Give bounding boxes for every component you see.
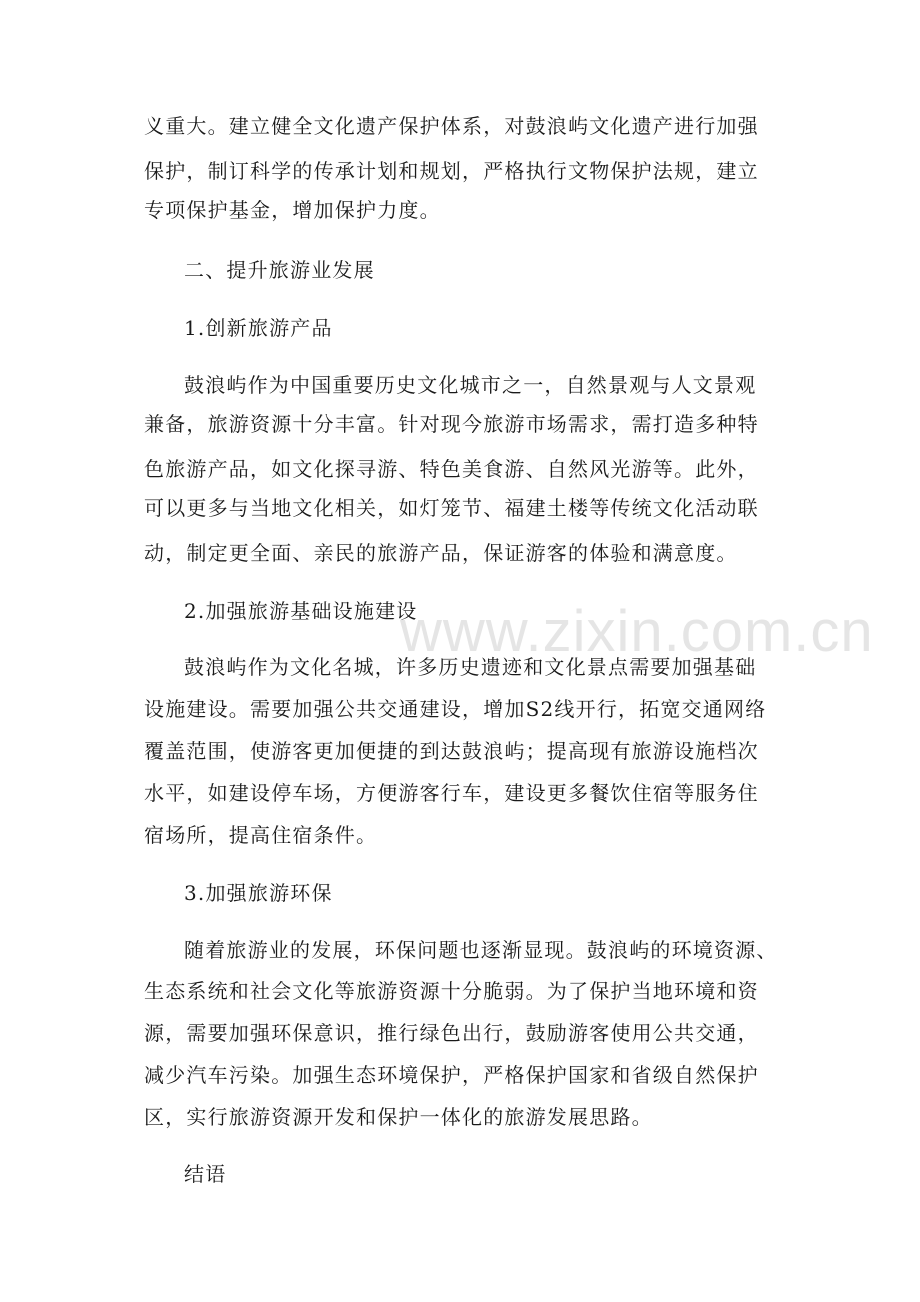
- body-text-line: 减少汽车污染。加强生态环境保护，严格保护国家和省级自然保护: [144, 1063, 759, 1087]
- body-text-line: 生态系统和社会文化等旅游资源十分脆弱。为了保护当地环境和资: [144, 979, 759, 1003]
- body-text-line: 鼓浪屿作为中国重要历史文化城市之一，自然景观与人文景观: [184, 373, 757, 397]
- body-text-line: 兼备，旅游资源十分丰富。针对现今旅游市场需求，需打造多种特: [144, 412, 759, 436]
- body-text-line: 水平，如建设停车场，方便游客行车，建设更多餐饮住宿等服务住: [144, 781, 759, 805]
- body-text-line: 可以更多与当地文化相关，如灯笼节、福建土楼等传统文化活动联: [144, 496, 759, 520]
- body-text-line: 义重大。建立健全文化遗产保护体系，对鼓浪屿文化遗产进行加强: [144, 114, 759, 138]
- watermark: www.zixin.com.cn: [400, 599, 874, 664]
- body-text-line: 鼓浪屿作为文化名城，许多历史遗迹和文化景点需要加强基础: [184, 655, 757, 679]
- body-text-line: 区，实行旅游资源开发和保护一体化的旅游发展思路。: [144, 1105, 653, 1129]
- body-text-line: 动，制定更全面、亲民的旅游产品，保证游客的体验和满意度。: [144, 541, 738, 565]
- section-heading: 二、提升旅游业发展: [184, 258, 375, 282]
- body-text-line: 设施建设。需要加强公共交通建设，增加S2线开行，拓宽交通网络: [144, 697, 767, 721]
- body-text-line: 宿场所，提高住宿条件。: [144, 823, 378, 847]
- body-text-line: 色旅游产品，如文化探寻游、特色美食游、自然风光游等。此外，: [144, 457, 759, 481]
- body-text-line: 保护，制订科学的传承计划和规划，严格执行文物保护法规，建立: [144, 159, 759, 183]
- body-text-line: 专项保护基金，增加保护力度。: [144, 198, 441, 222]
- body-text-line: 覆盖范围，使游客更加便捷的到达鼓浪屿；提高现有旅游设施档次: [144, 739, 759, 763]
- subsection-heading: 1.创新旅游产品: [184, 316, 333, 340]
- conclusion-heading: 结语: [184, 1162, 227, 1186]
- subsection-heading: 2.加强旅游基础设施建设: [184, 599, 418, 623]
- body-text-line: 随着旅游业的发展，环保问题也逐渐显现。鼓浪屿的环境资源、: [184, 938, 778, 962]
- subsection-heading: 3.加强旅游环保: [184, 881, 333, 905]
- body-text-line: 源，需要加强环保意识，推行绿色出行，鼓励游客使用公共交通，: [144, 1021, 759, 1045]
